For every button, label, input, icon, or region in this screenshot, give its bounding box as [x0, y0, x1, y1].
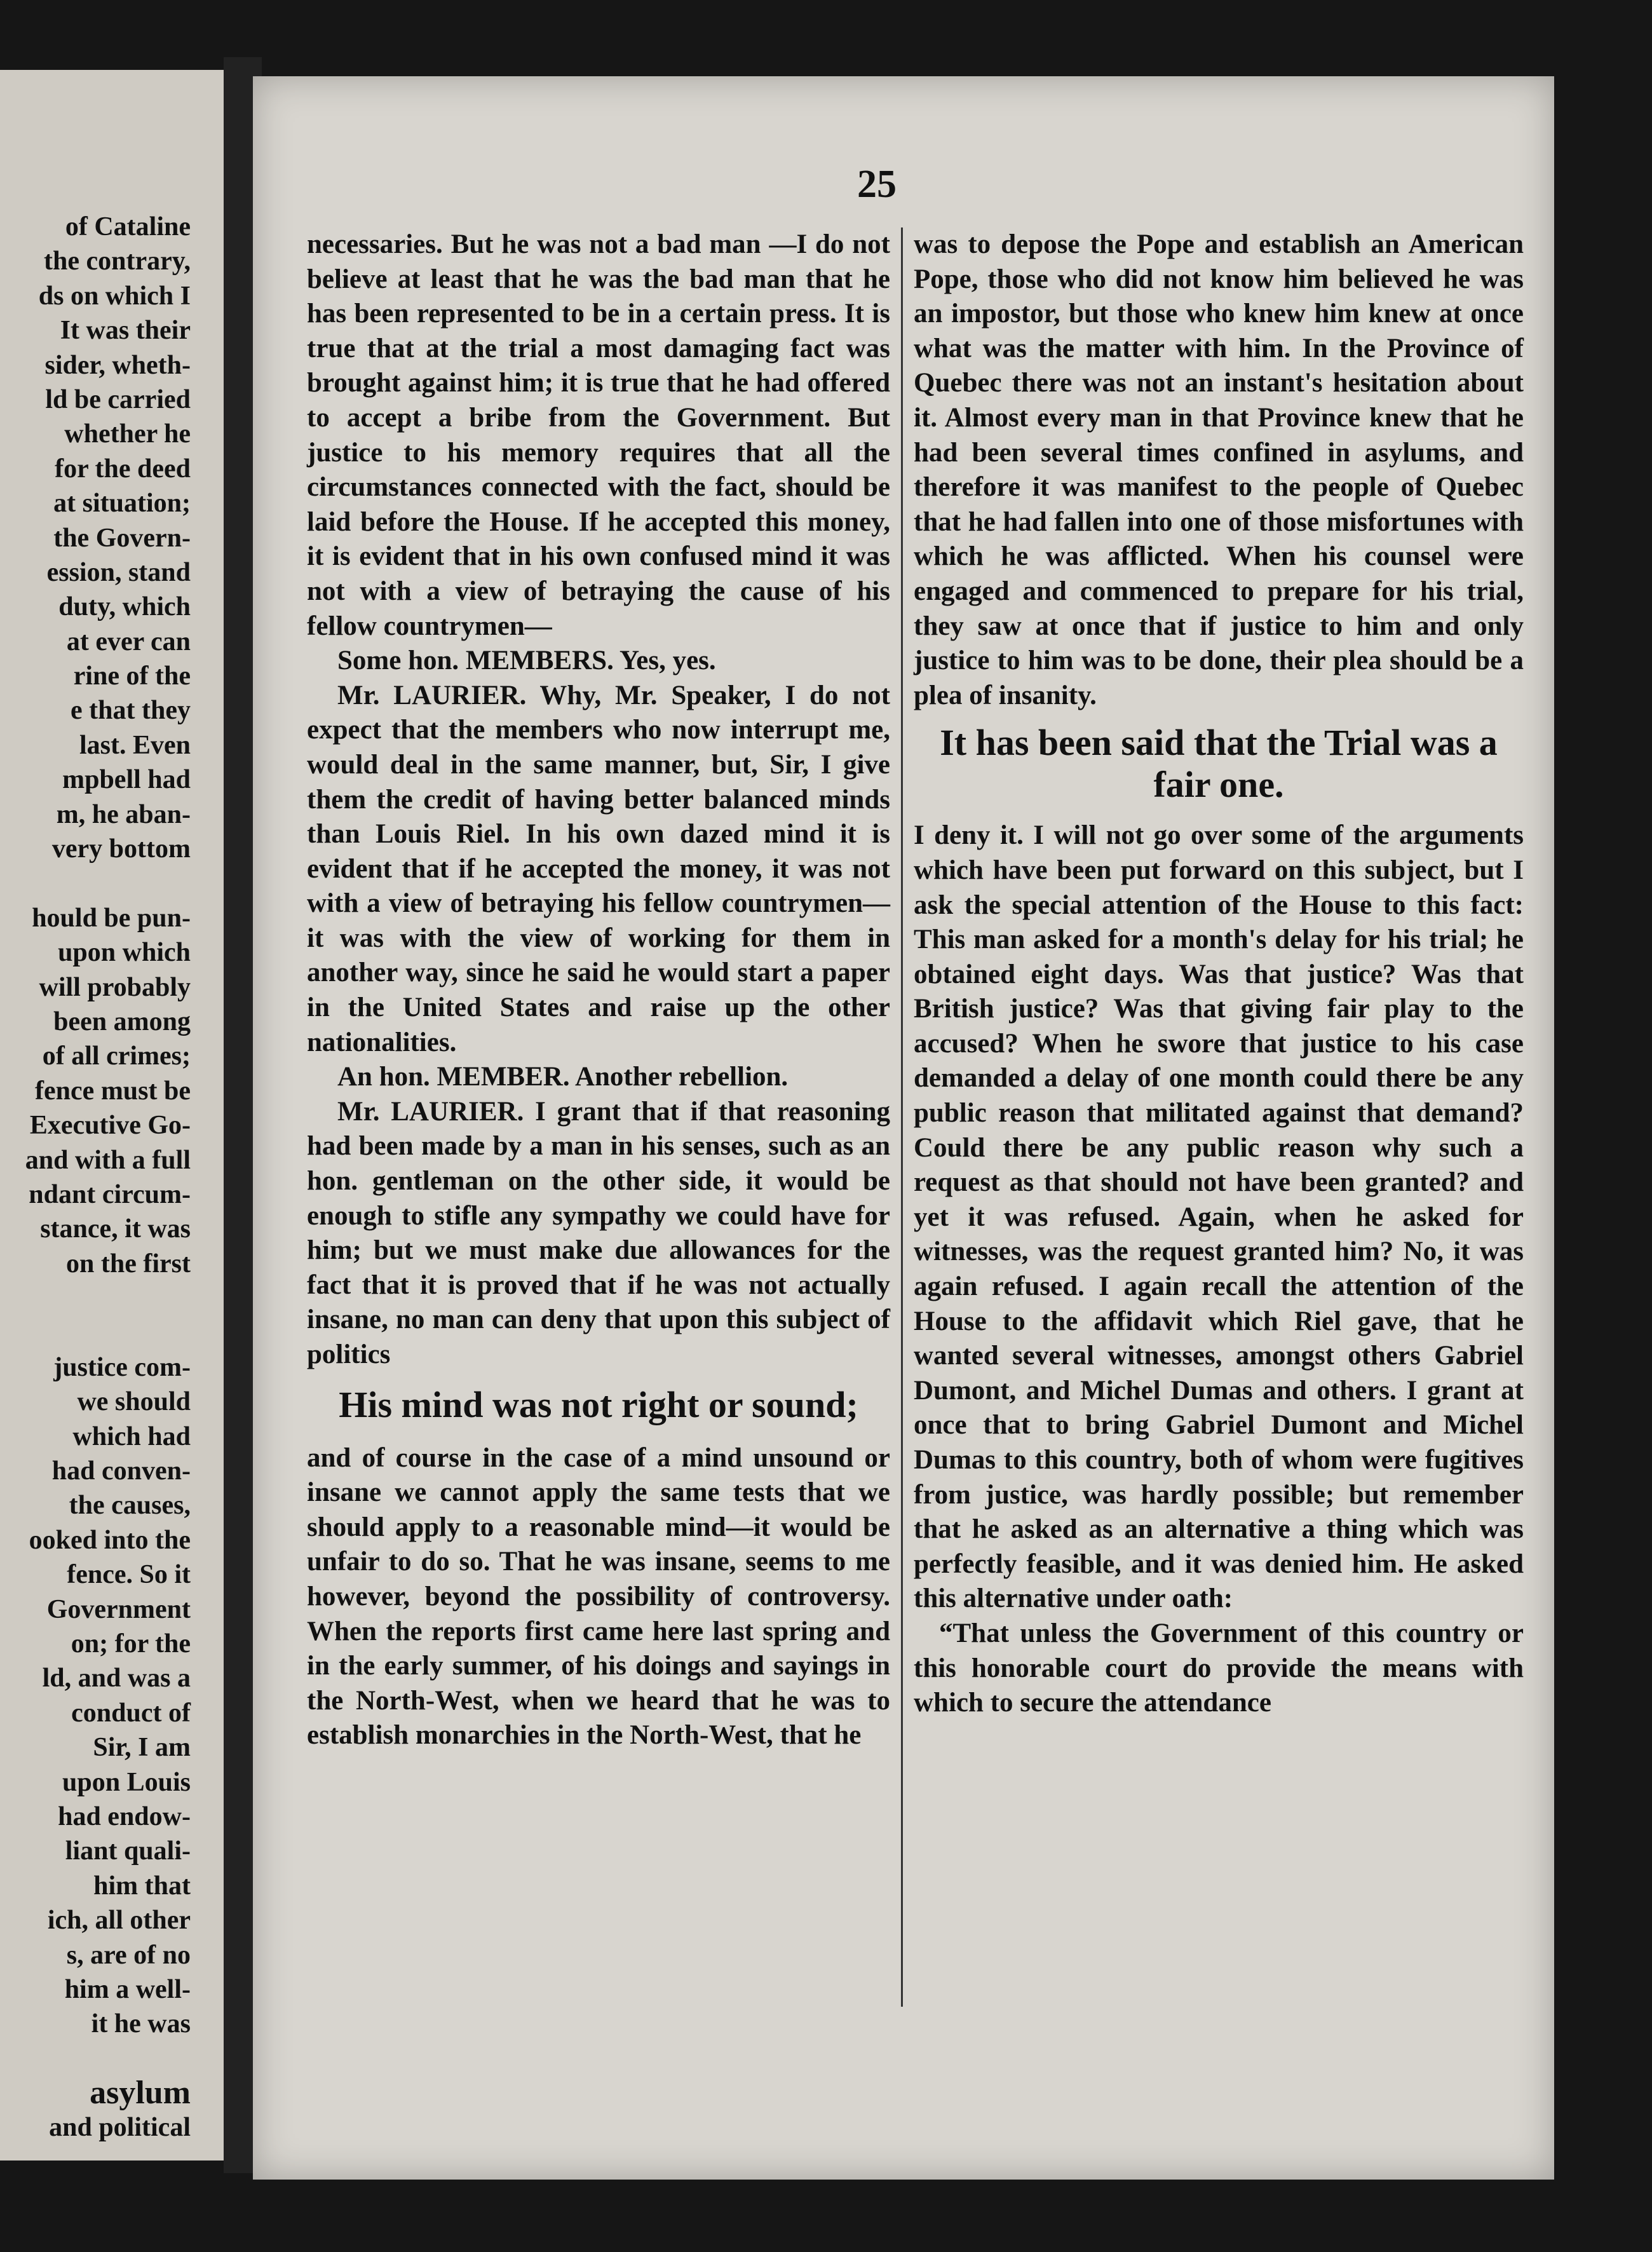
left-facing-page: [0, 70, 227, 2160]
left-page-text-fragments: [0, 210, 191, 2145]
left-page-line: and political: [49, 2113, 191, 2143]
left-page-line: been among: [53, 1007, 191, 1036]
col1-section-heading: His mind was not right or sound;: [339, 1383, 858, 1425]
left-page-line: of Cataline: [65, 212, 191, 241]
left-page-line: last. Even: [79, 730, 191, 760]
column-right: [914, 227, 1524, 1721]
left-page-line: ich, all other: [47, 1906, 191, 1936]
col1-paragraph-1: necessaries. But he was not a bad man —I do not believe at least that he was the bad man that he has been represented to be in a certain press. It is true that at the trial a most damaging fact was brought against him; it is true that he had offered to accept a bribe from the Government. But justice to his memory requires that all the circumstances connected with the fact, should be laid before the House. If he accepted this money, it is evident that in his own confused mind it was not with a view of betraying the cause of his fellow countrymen—: [307, 229, 890, 641]
col2-paragraph-1: was to depose the Pope and establish an American Pope, those who did not know him believed he was an impostor, but those who knew him knew at once what was the matter with him. In the Province of Quebec there was not an instant's hesitation about it. Almost every man in that Province knew that he had been several times confined in asylums, and therefore it was manifest to the people of Quebec that he had fallen into one of those misfortunes with which he was afflicted. When his counsel were engaged and commenced to prepare for his trial, they saw at once that if justice to him and only justice to him was to be done, their plea should be a plea of insanity.: [914, 229, 1524, 710]
page-number: 25: [857, 163, 897, 206]
col2-paragraph-2: I deny it. I will not go over some of the arguments which have been put forward on this subject, but I ask the special attention of the House to this fact: This man asked for a month's delay for his trial; he obtained eight days. Was that justice? Was that British justice? Was that giving fair play to the accused? When he swore that justice to his case demanded a delay of one month could there be any public reason that militated against that demand? Could there be any public reason why such a request as that should not have been granted? and yet it was refused. Again, when he asked for witnesses, was the request granted him? No, it was again refused. I again recall the attention of the House to the affidavit which Riel gave, that he wanted several witnesses, amongst others Gabriel Dumont, and Michel Dumas and others. I grant at once that to bring Gabriel Dumont and Michel Dumas to this country, both of whom were fugitives from justice, was hardly possible; but remember that he asked as an alternative a thing which was perfectly feasible, and it was denied him. He asked this alternative under oath:: [914, 820, 1524, 1614]
column-divider: [901, 227, 903, 2007]
left-page-line: the causes,: [69, 1491, 191, 1521]
left-page-line: sider, wheth-: [44, 350, 191, 380]
left-page-line: we should: [77, 1387, 191, 1417]
left-page-line: had endow-: [58, 1801, 191, 1831]
left-page-line: asylum: [90, 2075, 191, 2112]
col1-paragraph-4: An hon. MEMBER. Another rebellion.: [337, 1062, 789, 1092]
left-page-line: conduct of: [71, 1698, 191, 1728]
left-page-line: justice com-: [53, 1352, 191, 1382]
left-page-line: which had: [72, 1421, 191, 1451]
left-page-line: [0, 1316, 191, 1350]
left-page-line: hould be pun-: [32, 903, 191, 933]
left-page-line: stance, it was: [40, 1214, 191, 1244]
left-page-line: [0, 2042, 191, 2076]
left-page-line: ndant circum-: [29, 1179, 191, 1209]
left-page-line: Sir, I am: [93, 1733, 191, 1763]
left-page-line: on; for the: [71, 1629, 191, 1659]
left-page-line: had conven-: [51, 1456, 191, 1486]
left-page-line: at ever can: [66, 627, 191, 656]
left-page-line: upon which: [58, 938, 191, 968]
left-page-line: ld be carried: [45, 384, 191, 414]
left-page-line: m, he aban-: [56, 799, 191, 829]
col1-paragraph-2: Some hon. MEMBERS. Yes, yes.: [337, 646, 716, 676]
left-page-line: duty, which: [58, 592, 191, 622]
left-page-line: Executive Go-: [29, 1111, 191, 1141]
left-page-line: e that they: [71, 696, 191, 726]
left-page-line: of all crimes;: [42, 1041, 191, 1071]
left-page-line: the contrary,: [44, 247, 191, 276]
left-page-line: s, are of no: [66, 1940, 191, 1970]
left-page-line: will probably: [39, 972, 191, 1002]
col1-paragraph-6: and of course in the case of a mind unsound or insane we cannot apply the same tests that we should apply to a reasonable mind—it would be unfair to do so. That he was insane, seems to me however, beyond the possibility of controversy. When the reports first came here last spring and in the early summer, of his doings and sayings in the North-West, when we heard that he was to establish monarchies in the North-West, that he: [307, 1442, 890, 1751]
left-page-line: and with a full: [25, 1145, 191, 1175]
left-page-line: on the first: [66, 1249, 191, 1279]
col2-quotation: “That unless the Government of this country or this honorable court do provide the means with which to secure the attendance: [914, 1618, 1524, 1718]
left-page-line: very bottom: [51, 834, 191, 864]
left-page-line: liant quali-: [65, 1836, 191, 1866]
left-page-line: mpbell had: [62, 765, 191, 795]
col1-paragraph-3: Mr. LAURIER. Why, Mr. Speaker, I do not expect that the members who now interrupt me, would deal in the same manner, but, Sir, I give them the credit of having better balanced minds than Louis Riel. In his own dazed mind it is evident that if he accepted the money, it was not with a view of betraying his fellow countrymen—it was with the view of working for them in another way, since he said he would start a paper in the United States and raise up the other nationalities.: [307, 680, 890, 1057]
col2-section-heading: It has been said that the Trial was a fair one.: [940, 722, 1498, 806]
left-page-line: him a well-: [64, 1974, 191, 2004]
left-page-line: ession, stand: [46, 557, 191, 587]
left-page-line: ds on which I: [38, 281, 191, 311]
left-page-line: It was their: [60, 316, 191, 346]
left-page-line: ld, and was a: [42, 1664, 191, 1693]
left-page-line: rine of the: [73, 661, 191, 691]
left-page-line: the Govern-: [53, 523, 191, 553]
left-page-line: [0, 866, 191, 900]
left-page-line: it he was: [91, 2009, 191, 2039]
left-page-line: at situation;: [53, 489, 191, 519]
left-page-line: [0, 1281, 191, 1315]
left-page-line: fence must be: [35, 1076, 191, 1106]
left-page-line: him that: [93, 1871, 191, 1901]
left-page-line: fence. So it: [67, 1560, 191, 1590]
left-page-line: for the deed: [55, 454, 191, 484]
left-page-line: whether he: [64, 419, 191, 449]
left-page-line: Government: [46, 1594, 191, 1624]
left-page-line: ooked into the: [29, 1525, 191, 1555]
left-page-line: upon Louis: [62, 1767, 191, 1797]
col1-paragraph-5: Mr. LAURIER. I grant that if that reasoning had been made by a man in his senses, such as an hon. gentleman on the other side, it would be enough to stifle any sympathy we could have for him; but we must make due allowances for the fact that it is proved that if he was not actually insane, no man can deny that upon this subject of politics: [307, 1096, 890, 1369]
column-left: [307, 227, 890, 1753]
